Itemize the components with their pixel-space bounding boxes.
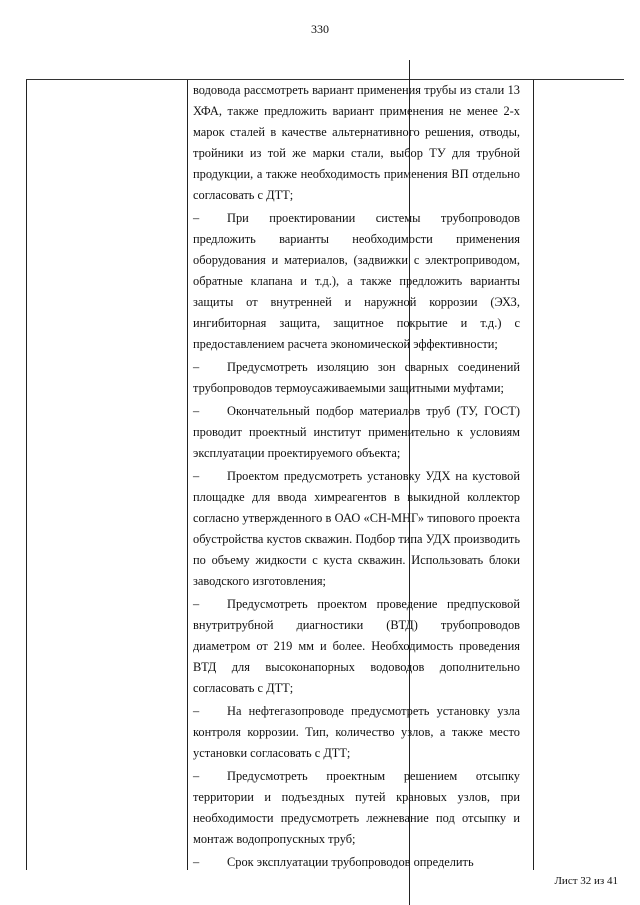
list-item: – На нефтегазопроводе предусмотреть установку узла контроля коррозии. Тип, количество узлов, а также место установки согласовать с ДТТ;	[193, 704, 520, 760]
list-item: – Срок эксплуатации трубопроводов определить	[193, 855, 474, 869]
requirements-text	[193, 80, 520, 873]
list-item: – Предусмотреть изоляцию зон сварных соединений трубопроводов термоусаживаемыми защитными муфтами;	[193, 360, 520, 395]
intro-paragraph: водовода рассмотреть вариант применения трубы из стали 13 ХФА, также предложить вариант применения не менее 2-х марок сталей в качестве альтернативного решения, отводы, тройники из той же марки стали, выбор ТУ для трубной продукции, а также необходимость применения ВП отдельно согласовать с ДТТ;	[193, 83, 520, 202]
list-item: – Проектом предусмотреть установку УДХ на кустовой площадке для ввода химреагентов в выкидной коллектор согласно утвержденного в ОАО «СН-МНГ» типового проекта обустройства кустов скважин. Подбор типа УДХ производить по объему жидкости с куста скважин. Использовать блоки заводского изготовления;	[193, 469, 520, 588]
list-item: – Окончательный подбор материалов труб (ТУ, ГОСТ) проводит проектный институт применительно к условиям эксплуатации проектируемого объекта;	[193, 404, 520, 460]
sheet-number: Лист 32 из 41	[554, 875, 618, 887]
table-border-left	[26, 80, 27, 870]
table-border-right	[533, 80, 534, 870]
list-item: – При проектировании системы трубопроводов предложить варианты необходимости применения оборудования и материалов, (задвижки с электроприводом, обратные клапана и т.д.), а также предложить варианты защиты от внутренней и наружной коррозии (ЭХЗ, ингибиторная защита, защитное покрытие и т.д.) с предоставлением расчета экономической эффективности;	[193, 211, 520, 351]
list-item: – Предусмотреть проектом проведение предпусковой внутритрубной диагностики (ВТД) трубопроводов диаметром от 219 мм и более. Необходимость проведения ВТД для высоконапорных водоводов дополнительно согласовать с ДТТ;	[193, 597, 520, 695]
table-column-divider	[187, 80, 188, 870]
page-number: 330	[311, 22, 329, 36]
list-item: – Предусмотреть проектным решением отсыпку территории и подъездных путей крановых узлов, при необходимости предусмотреть лежневание под отсыпку и монтаж водопропускных труб;	[193, 769, 520, 846]
